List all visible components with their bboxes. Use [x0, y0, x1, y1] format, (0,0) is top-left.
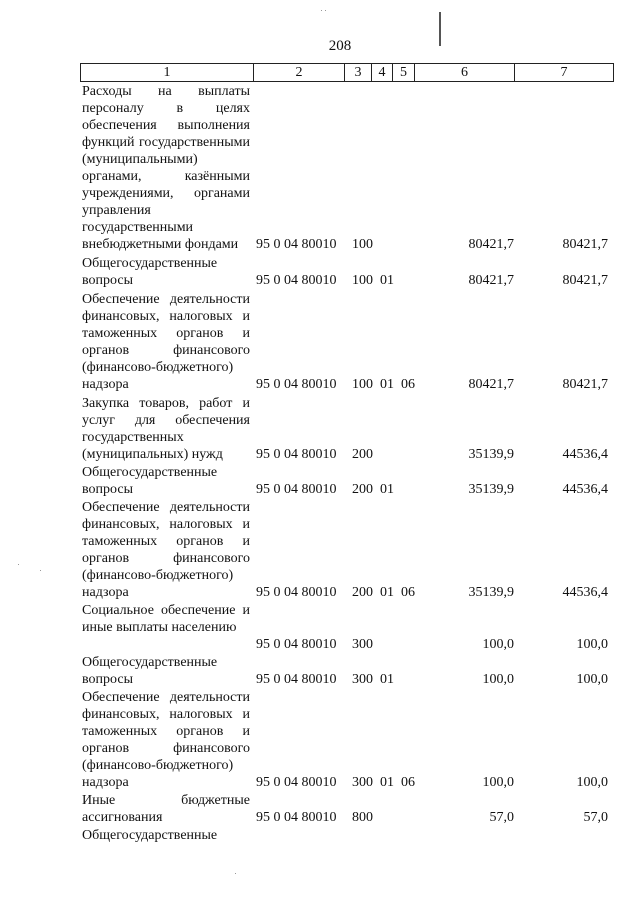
scan-speck	[325, 10, 326, 11]
column-header: 3	[345, 64, 372, 82]
row-sum-1: 80421,7	[468, 377, 514, 392]
row-description: Иные бюджетные ассигнования	[82, 793, 250, 825]
row-sum-1: 35139,9	[468, 482, 514, 497]
row-pr: 06	[401, 585, 415, 600]
row-description: Общегосударственные вопросы	[82, 655, 218, 687]
row-description: Расходы на выплаты персоналу в целях обеспечения выполнения функций государственными (муниципальными) органами, казёнными учреждениями, органами управления государственными внебюджетными фондами	[82, 84, 250, 252]
row-sum-2: 44536,4	[562, 482, 608, 497]
row-pr: 06	[401, 775, 415, 790]
row-code: 95 0 04 80010	[256, 672, 337, 687]
row-code: 95 0 04 80010	[256, 482, 337, 497]
row-vr: 200	[352, 482, 373, 497]
row-vr: 100	[352, 237, 373, 252]
row-sum-1: 100,0	[482, 637, 514, 652]
column-header: 4	[372, 64, 393, 82]
row-vr: 300	[352, 775, 373, 790]
row-rz: 01	[380, 377, 394, 392]
column-header: 5	[393, 64, 415, 82]
row-sum-1: 35139,9	[468, 447, 514, 462]
row-sum-1: 100,0	[482, 775, 514, 790]
row-vr: 200	[352, 585, 373, 600]
scan-speck	[18, 564, 19, 565]
row-sum-1: 57,0	[489, 810, 514, 825]
row-description: Социальное обеспечение и иные выплаты населению	[82, 603, 250, 635]
row-description: Общегосударственные вопросы	[82, 256, 218, 288]
row-code: 95 0 04 80010	[256, 585, 337, 600]
row-sum-2: 80421,7	[562, 237, 608, 252]
row-rz: 01	[380, 672, 394, 687]
scan-speck	[40, 570, 41, 571]
scan-speck	[321, 10, 322, 11]
row-vr: 300	[352, 637, 373, 652]
scan-speck	[235, 873, 236, 874]
row-sum-2: 44536,4	[562, 447, 608, 462]
table-header	[80, 63, 614, 82]
row-sum-2: 44536,4	[562, 585, 608, 600]
row-rz: 01	[380, 482, 394, 497]
row-sum-2: 100,0	[576, 637, 608, 652]
page-number: 208	[328, 38, 352, 54]
row-sum-2: 57,0	[583, 810, 608, 825]
row-code: 95 0 04 80010	[256, 273, 337, 288]
row-vr: 200	[352, 447, 373, 462]
row-vr: 800	[352, 810, 373, 825]
row-code: 95 0 04 80010	[256, 637, 337, 652]
row-sum-2: 80421,7	[562, 273, 608, 288]
row-rz: 01	[380, 775, 394, 790]
row-sum-1: 80421,7	[468, 273, 514, 288]
column-header: 2	[254, 64, 345, 82]
row-sum-2: 80421,7	[562, 377, 608, 392]
row-vr: 100	[352, 377, 373, 392]
column-header: 1	[81, 64, 254, 82]
row-sum-1: 35139,9	[468, 585, 514, 600]
row-description: Закупка товаров, работ и услуг для обеспечения государственных (муниципальных) нужд	[82, 396, 250, 462]
row-description: Обеспечение деятельности финансовых, налоговых и таможенных органов и органов финансового (финансово-бюджетного) надзора	[82, 500, 250, 600]
row-code: 95 0 04 80010	[256, 775, 337, 790]
row-vr: 100	[352, 273, 373, 288]
row-rz: 01	[380, 585, 394, 600]
scan-mark	[439, 12, 441, 46]
row-code: 95 0 04 80010	[256, 810, 337, 825]
column-header: 7	[515, 64, 614, 82]
row-code: 95 0 04 80010	[256, 237, 337, 252]
row-sum-2: 100,0	[576, 672, 608, 687]
row-description: Общегосударственные вопросы	[82, 465, 218, 497]
row-sum-1: 80421,7	[468, 237, 514, 252]
row-pr: 06	[401, 377, 415, 392]
row-description: Обеспечение деятельности финансовых, налоговых и таможенных органов и органов финансового (финансово-бюджетного) надзора	[82, 690, 250, 790]
column-header: 6	[415, 64, 515, 82]
row-description: Обеспечение деятельности финансовых, налоговых и таможенных органов и органов финансового (финансово-бюджетного) надзора	[82, 292, 250, 392]
row-sum-1: 100,0	[482, 672, 514, 687]
row-description: Общегосударственные	[82, 828, 218, 843]
row-vr: 300	[352, 672, 373, 687]
row-code: 95 0 04 80010	[256, 447, 337, 462]
row-sum-2: 100,0	[576, 775, 608, 790]
row-code: 95 0 04 80010	[256, 377, 337, 392]
row-rz: 01	[380, 273, 394, 288]
